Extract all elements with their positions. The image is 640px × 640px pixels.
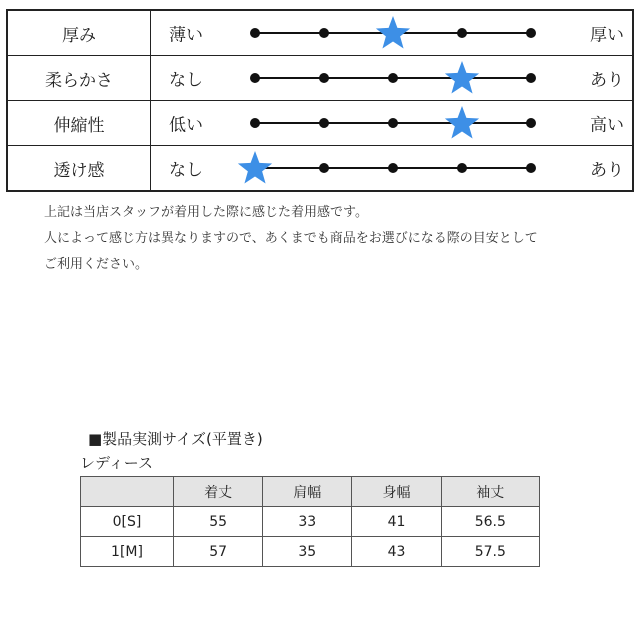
size-header-row	[81, 477, 540, 507]
size-value-cell: 56.5	[441, 507, 539, 537]
size-value-cell: 55	[174, 507, 263, 537]
scale-dot	[388, 163, 398, 173]
scale-left-label: 低い	[169, 115, 203, 136]
feel-name: 透け感	[7, 146, 151, 192]
scale-dot	[526, 28, 536, 38]
feel-name: 伸縮性	[7, 101, 151, 146]
feel-row	[7, 56, 633, 101]
scale-left-label: なし	[169, 70, 203, 91]
scale-dot	[388, 118, 398, 128]
table-row	[81, 537, 540, 567]
scale-dot	[319, 28, 329, 38]
size-value-cell: 43	[352, 537, 441, 567]
scale-left-label: なし	[169, 160, 203, 181]
size-header-cell	[81, 477, 174, 507]
scale-right-label: あり	[590, 160, 624, 181]
note-line: ご利用ください。	[44, 257, 149, 272]
size-value-cell: 35	[263, 537, 352, 567]
size-value-cell: 33	[263, 507, 352, 537]
scale-graphic	[151, 11, 633, 55]
size-value-cell: 57	[174, 537, 263, 567]
star-icon	[376, 16, 410, 49]
feel-scale	[151, 10, 634, 56]
star-icon	[238, 151, 272, 184]
size-label-cell: 0[S]	[81, 507, 174, 537]
note-line: 上記は当店スタッフが着用した際に感じた着用感です。	[44, 205, 368, 220]
star-icon	[445, 106, 479, 139]
size-header-cell: 着丈	[174, 477, 263, 507]
size-value-cell: 41	[352, 507, 441, 537]
size-header-cell: 袖丈	[441, 477, 539, 507]
feel-scale	[151, 101, 634, 146]
note-line: 人によって感じ方は異なりますので、あくまでも商品をお選びになる際の目安として	[44, 231, 538, 246]
scale-dot	[319, 73, 329, 83]
size-subtitle: レディース	[80, 454, 154, 472]
scale-graphic	[151, 101, 633, 145]
scale-dot	[457, 163, 467, 173]
scale-graphic	[151, 146, 633, 190]
scale-dot	[250, 73, 260, 83]
scale-graphic	[151, 56, 633, 100]
scale-right-label: あり	[590, 70, 624, 91]
feel-scale	[151, 56, 634, 101]
scale-dot	[526, 73, 536, 83]
feel-name: 柔らかさ	[7, 56, 151, 101]
note-text	[44, 200, 624, 278]
scale-right-label: 高い	[590, 115, 624, 136]
size-header-cell: 肩幅	[263, 477, 352, 507]
size-title: ■製品実測サイズ(平置き)	[88, 430, 263, 448]
star-icon	[445, 61, 479, 94]
table-row	[81, 507, 540, 537]
scale-dot	[526, 163, 536, 173]
size-value-cell: 57.5	[441, 537, 539, 567]
size-table	[80, 476, 540, 567]
scale-dot	[388, 73, 398, 83]
scale-right-label: 厚い	[590, 25, 624, 46]
scale-dot	[526, 118, 536, 128]
feel-row	[7, 146, 633, 192]
scale-left-label: 薄い	[169, 25, 203, 46]
scale-dot	[319, 118, 329, 128]
size-label-cell: 1[M]	[81, 537, 174, 567]
feel-row	[7, 101, 633, 146]
scale-dot	[457, 28, 467, 38]
feel-name: 厚み	[7, 10, 151, 56]
feel-scale	[151, 146, 634, 192]
feel-table	[6, 9, 634, 192]
scale-dot	[250, 28, 260, 38]
size-header-cell: 身幅	[352, 477, 441, 507]
scale-dot	[250, 118, 260, 128]
scale-dot	[319, 163, 329, 173]
feel-row	[7, 10, 633, 56]
